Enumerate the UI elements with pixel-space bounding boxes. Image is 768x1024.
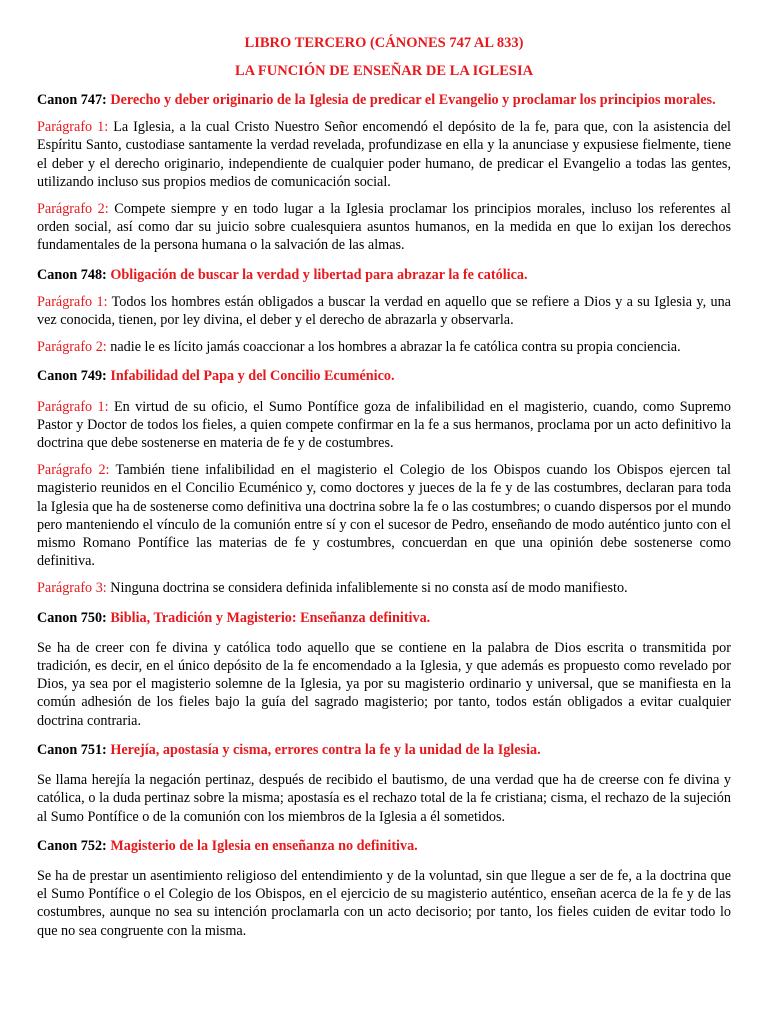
canon-752-heading: [37, 837, 731, 855]
canon-title: Infabilidad del Papa y del Concilio Ecuménico.: [110, 368, 395, 385]
paragraph-label: Parágrafo 3:: [37, 580, 107, 597]
paragraph-label: Parágrafo 2:: [37, 339, 107, 356]
paragraph-label: Parágrafo 1:: [37, 293, 108, 310]
canon-label: Canon 747:: [37, 92, 107, 108]
paragraph-text: Ninguna doctrina se considera definida infaliblemente si no consta así de modo manifiesto.: [106, 580, 628, 597]
paragraph: [37, 461, 731, 570]
paragraph-text: En virtud de su oficio, el Sumo Pontífice goza de infalibilidad en el magisterio, cuando, como Supremo Pastor y Doctor de todos los fieles, a quien compete confirmar en la fe a sus hermanos, proclama por un acto definitivo la doctrina que debe sostenerse en materia de fe y de costumbres.: [37, 398, 731, 452]
canon-title: Biblia, Tradición y Magisterio: Enseñanza definitiva.: [110, 609, 431, 626]
canon-749-heading: [37, 367, 731, 385]
paragraph: [37, 338, 731, 356]
canon-title: Herejía, apostasía y cisma, errores contra la fe y la unidad de la Iglesia.: [110, 741, 541, 758]
paragraph: [37, 398, 731, 453]
canon-label: Canon 752:: [37, 837, 107, 854]
canon-label: Canon 749:: [37, 368, 107, 385]
paragraph: [37, 579, 731, 597]
canon-title: Magisterio de la Iglesia en enseñanza no definitiva.: [110, 837, 418, 854]
canon-text: Se ha de creer con fe divina y católica todo aquello que se contiene en la palabra de Dios escrita o transmitida por tradición, es decir, en el único depósito de la fe encomendado a la Iglesia, y que además es propuesto como revelado por Dios, ya sea por el magisterio solemne de la Iglesia, ya por su magisterio ordinario y universal, que se manifiesta en la común adhesión de los fieles bajo la guía del sagrado magisterio; por tanto, todos están obligados a evitar cualquier doctrina contraria.: [37, 639, 731, 729]
canon-750-heading: [37, 609, 731, 627]
paragraph: [37, 293, 731, 329]
canon-747-heading: [37, 91, 731, 109]
paragraph-label: Parágrafo 1:: [37, 398, 109, 415]
canon-751-heading: [37, 741, 731, 759]
canon-text: Se llama herejía la negación pertinaz, después de recibido el bautismo, de una verdad que ha de creerse con fe divina y católica, o la duda pertinaz sobre la misma; apostasía es el rechazo total de la fe cristiana; cisma, el rechazo de la sujeción al Sumo Pontífice o de la comunión con los miembros de la Iglesia a él sometidos.: [37, 772, 731, 825]
paragraph-text: Compete siempre y en todo lugar a la Iglesia proclamar los principios morales, incluso los referentes al orden social, así como dar su juicio sobre cualesquiera asuntos humanos, en la medida en que lo exijan los derechos fundamentales de la persona humana o la salvación de las almas.: [37, 201, 731, 254]
paragraph-text: La Iglesia, a la cual Cristo Nuestro Señor encomendó el depósito de la fe, para que, con la asistencia del Espíritu Santo, custodiase santamente la verdad revelada, profundizase en ella y la anunciase y expusiese fielmente, tiene el deber y el derecho originario, independiente de cualquier poder humano, de predicar el Evangelio a todas las gentes, utilizando incluso sus propios medios de comunicación social.: [37, 119, 731, 190]
section-title: LA FUNCIÓN DE ENSEÑAR DE LA IGLESIA: [234, 63, 534, 79]
canon-title: Derecho y deber originario de la Iglesia de predicar el Evangelio y proclamar los principios morales.: [110, 92, 716, 108]
paragraph: [37, 200, 731, 255]
canon-label: Canon 751:: [37, 741, 107, 758]
paragraph: [37, 118, 731, 191]
book-title: LIBRO TERCERO (CÁNONES 747 AL 833): [244, 35, 524, 51]
paragraph-text: Todos los hombres están obligados a buscar la verdad en aquello que se refiere a Dios y a su Iglesia y, una vez conocida, tienen, por ley divina, el deber y el derecho de abrazarla y observarla.: [37, 293, 731, 329]
paragraph-text: También tiene infalibilidad en el magisterio el Colegio de los Obispos cuando los Obispos ejercen tal magisterio reunidos en el Concilio Ecuménico y, como doctores y jueces de la fe y de las costumbres, declaran para toda la Iglesia que ha de sostenerse como definitiva una doctrina sobre la fe o las costumbres; o cuando dispersos por el mundo pero manteniendo el vínculo de la comunión entre sí y con el sucesor de Pedro, enseñando de modo auténtico junto con el mismo Romano Pontífice las materias de fe y costumbres, concuerdan en que una opinión debe sostenerse como definitiva.: [37, 462, 731, 570]
paragraph-label: Parágrafo 1:: [37, 119, 109, 136]
canon-label: Canon 748:: [37, 266, 107, 283]
canon-title: Obligación de buscar la verdad y libertad para abrazar la fe católica.: [110, 266, 528, 283]
paragraph-label: Parágrafo 2:: [37, 201, 109, 218]
canon-748-heading: [37, 266, 731, 284]
canon-label: Canon 750:: [37, 609, 107, 626]
paragraph-label: Parágrafo 2:: [37, 462, 110, 479]
canon-text: Se ha de prestar un asentimiento religioso del entendimiento y de la voluntad, sin que llegue a ser de fe, a la doctrina que el Sumo Pontífice o el Colegio de los Obispos, en el ejercicio de su magisterio auténtico, enseñan acerca de la fe y de las costumbres, aunque no sea su intención proclamarla con un acto decisorio; por tanto, los fieles cuiden de evitar todo lo que no sea congruente con la misma.: [37, 867, 731, 939]
paragraph-text: nadie le es lícito jamás coaccionar a los hombres a abrazar la fe católica contra su propia conciencia.: [106, 339, 681, 356]
